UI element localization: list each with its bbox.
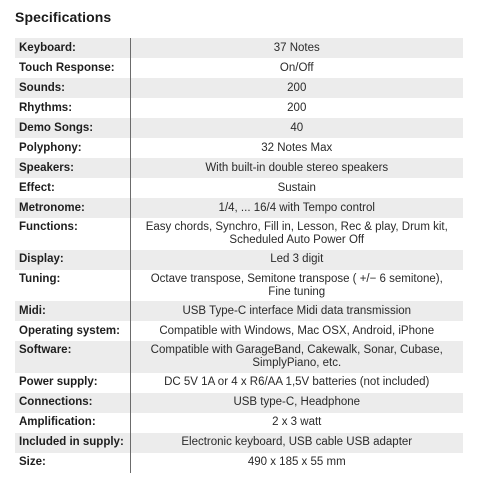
spec-row-sounds [15,78,463,98]
spec-label: Included in supply: [15,433,130,453]
spec-label: Polyphony: [15,138,130,158]
spec-label: Rhythms: [15,98,130,118]
spec-value: 37 Notes [130,38,463,58]
spec-label: Effect: [15,178,130,198]
spec-row-tuning [15,270,463,302]
spec-value: Compatible with Windows, Mac OSX, Android, iPhone [159,324,435,337]
spec-label: Connections: [15,393,130,413]
page-title: Specifications [15,9,112,25]
spec-label: Power supply: [15,373,130,393]
spec-row-rhythms [15,98,463,118]
spec-value: DC 5V 1A or 4 x R6/AA 1,5V batteries (not included) [164,376,430,388]
spec-row-midi [15,301,463,321]
spec-label: Keyboard: [15,38,130,58]
spec-label: Midi: [15,301,130,321]
spec-row-metronome [15,198,463,218]
spec-label: Sounds: [15,78,130,98]
spec-label: Operating system: [15,321,130,341]
spec-value: 40 [130,118,463,138]
spec-row-amplification [15,413,463,433]
spec-value-line: Octave transpose, Semitone transpose ( +/− 6 semitone), [150,272,443,285]
spec-row-included-in-supply [15,433,463,453]
spec-value-line: Fine tuning [268,285,326,298]
spec-label: Touch Response: [15,58,130,78]
spec-value [130,270,463,302]
spec-label: Tuning: [15,270,130,302]
spec-row-effect [15,178,463,198]
spec-value: 490 x 185 x 55 mm [247,456,346,468]
spec-row-speakers [15,158,463,178]
spec-value-line: Easy chords, Synchro, Fill in, Lesson, Rec & play, Drum kit, [145,221,448,233]
spec-value-line: Scheduled Auto Power Off [229,234,365,246]
spec-value-line: SimplyPiano, etc. [252,357,342,369]
spec-label: Functions: [15,218,130,250]
spec-label: Size: [15,453,130,473]
spec-row-connections [15,393,463,413]
spec-row-operating-system [15,321,463,341]
specifications-table [15,38,463,473]
spec-label: Metronome: [15,198,130,218]
spec-value: 2 x 3 watt [272,416,322,428]
spec-value: 200 [130,78,463,98]
spec-value [130,218,463,250]
spec-value: 1/4, ... 16/4 with Tempo control [130,198,463,218]
spec-label: Demo Songs: [15,118,130,138]
spec-row-touch-response [15,58,463,78]
spec-value: Led 3 digit [130,250,463,270]
spec-value [130,341,463,373]
spec-label: Display: [15,250,130,270]
spec-row-functions [15,218,463,250]
spec-row-software [15,341,463,373]
spec-label: Speakers: [15,158,130,178]
spec-value: USB type-C, Headphone [130,393,463,413]
spec-label: Amplification: [15,413,130,433]
spec-value: Sustain [277,181,316,194]
spec-value: 200 [287,101,307,114]
spec-value: With built-in double stereo speakers [130,158,463,178]
spec-row-display [15,250,463,270]
spec-row-keyboard [15,38,463,58]
spec-value-line: Compatible with GarageBand, Cakewalk, Sonar, Cubase, [150,344,443,356]
spec-row-size [15,453,463,473]
spec-value: USB Type-C interface Midi data transmission [130,301,463,321]
spec-row-power-supply [15,373,463,393]
spec-value: 32 Notes Max [261,141,333,154]
spec-label: Software: [15,341,130,373]
spec-value: Electronic keyboard, USB cable USB adapter [130,433,463,453]
spec-value: On/Off [279,61,314,74]
spec-row-demo-songs [15,118,463,138]
spec-row-polyphony [15,138,463,158]
